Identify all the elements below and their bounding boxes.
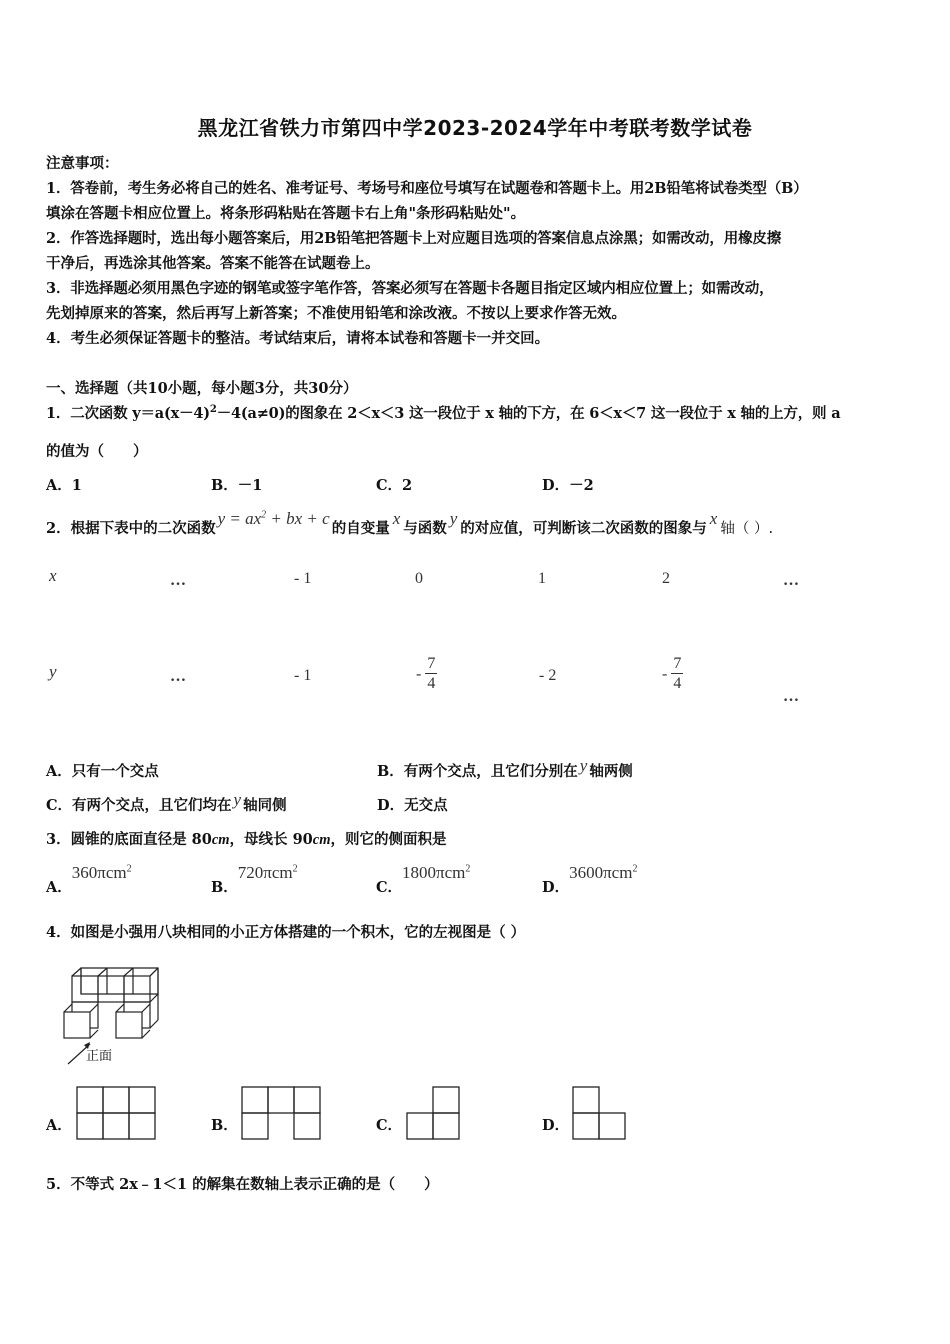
q1-text-a: 1．二次函数 y＝a(x－4) (46, 405, 210, 422)
table-x-cell-2: 0 (415, 570, 423, 587)
table-y-cell-4 (662, 655, 683, 694)
question-4: 4．如图是小强用八块相同的小正方体搭建的一个积木，它的左视图是（ ） (46, 924, 526, 941)
table-x-cell-5: … (783, 572, 799, 589)
question-3 (46, 828, 447, 849)
q3-option-b-sup: 2 (292, 863, 298, 875)
fraction-denominator: 4 (673, 675, 682, 692)
table-y-cell-2 (416, 655, 437, 694)
notice-line-3: 3．非选择题必须用黑色字迹的钢笔或签字笔作答，答案必须写在答题卡各题目指定区域内相应位置上；如需改动， (46, 280, 774, 297)
notice-line-4: 4．考生必须保证答题卡的整洁。考试结束后，请将本试卷和答题卡一并交回。 (46, 330, 550, 347)
table-x-label: x (49, 566, 57, 585)
table-x-cell-3: 1 (538, 570, 546, 587)
notice-line-3b: 先划掉原来的答案，然后再写上新答案；不准使用铅笔和涂改液。不按以上要求作答无效。 (46, 305, 626, 322)
notice-line-2: 2．作答选择题时，选出每小题答案后，用2B铅笔把答题卡上对应题目选项的答案信息点涂黑；如需改动，用橡皮擦 (46, 230, 782, 247)
q3-option-b-value: 720πcm (237, 863, 293, 882)
q1-text-c: 的值为（ ） (46, 443, 148, 460)
q2-var-x: x (392, 509, 401, 528)
fraction-sign: - (416, 665, 422, 683)
table-y-label: y (49, 662, 57, 681)
table-y-cell-1: - 1 (294, 667, 312, 684)
q2-option-b-pre: B．有两个交点，且它们分别在 (377, 763, 578, 780)
q2-option-c-var: y (233, 790, 242, 809)
q3-unit-2: cm (312, 832, 331, 848)
fraction (425, 655, 437, 694)
q3-option-a (46, 862, 132, 896)
q4-option-d-label: D． (542, 1117, 570, 1134)
table-x-cell-1: - 1 (294, 570, 312, 587)
q2-option-d: D．无交点 (377, 797, 448, 814)
q2-var-y: y (449, 509, 458, 528)
section-heading: 一、选择题（共10小题，每小题3分，共30分） (46, 380, 358, 397)
q3-option-c-label: C． (376, 879, 403, 896)
q2-mid3: 的对应值，可判断该二次函数的图象与 (460, 519, 707, 537)
q3-option-a-sup: 2 (126, 863, 132, 875)
q4-option-c-label: C． (376, 1117, 403, 1134)
q2-pre: 2．根据下表中的二次函数 (46, 519, 216, 537)
table-y-cell-3: - 2 (539, 667, 557, 684)
q3-option-c-sup: 2 (465, 863, 471, 875)
q2-formula (218, 509, 330, 529)
q2-option-b-post: 轴两侧 (589, 763, 633, 780)
q2-option-c (46, 790, 287, 815)
q4-option-c-figure (406, 1086, 461, 1140)
q3-option-c (376, 862, 471, 896)
q4-option-b-figure (241, 1086, 322, 1140)
table-y-cell-5: … (783, 688, 799, 705)
q2-option-c-post: 轴同侧 (243, 797, 287, 814)
q1-text-b: －4(a≠0)的图象在 2＜x＜3 这一段位于 x 轴的下方，在 6＜x＜7 这一段位于 x 轴的上方，则 a (216, 405, 841, 422)
q2-formula-main: y = ax (217, 509, 262, 528)
q4-option-a-label: A． (46, 1117, 72, 1134)
fraction-sign: - (662, 665, 668, 683)
q3-text-c: ，则它的侧面积是 (330, 831, 447, 848)
q2-option-b (377, 756, 633, 781)
q3-option-a-label: A． (46, 879, 72, 896)
q3-option-d-value: 3600πcm (569, 863, 633, 882)
q3-option-d (542, 862, 638, 896)
table-x-cell-0: … (170, 572, 186, 589)
q1-option-a: A．1 (46, 477, 82, 494)
q1-sup: 2 (209, 404, 217, 416)
fraction-numerator: 7 (673, 655, 682, 672)
page-title: 黑龙江省铁力市第四中学2023-2024学年中考联考数学试卷 (197, 116, 753, 140)
fraction-numerator: 7 (427, 655, 436, 672)
q2-option-c-pre: C．有两个交点，且它们均在 (46, 797, 232, 814)
notice-line-1b: 填涂在答题卡相应位置上。将条形码粘贴在答题卡右上角"条形码粘贴处"。 (46, 205, 526, 222)
q2-option-b-var: y (579, 756, 588, 775)
q2-option-a: A．只有一个交点 (46, 763, 159, 780)
q3-text-b: ，母线长 90 (229, 831, 313, 848)
q4-option-a-figure (76, 1086, 157, 1140)
q2-formula-tail: + bx + c (266, 509, 330, 528)
question-1 (46, 402, 840, 423)
front-label: 正面 (86, 1049, 113, 1064)
q3-option-b-label: B． (211, 879, 238, 896)
notice-heading: 注意事项： (46, 155, 119, 172)
q2-tail: 轴（ ）. (720, 520, 774, 537)
table-y-cell-0: … (170, 668, 186, 685)
q1-option-d: D．－2 (542, 477, 594, 494)
question-2 (46, 509, 774, 542)
q2-formula-sup: 2 (261, 509, 267, 521)
q3-option-a-value: 360πcm (71, 863, 127, 882)
block-figure (56, 960, 176, 1070)
q2-mid2: 与函数 (403, 519, 447, 537)
question-5: 5．不等式 2x﹣1＜1 的解集在数轴上表示正确的是（ ） (46, 1176, 439, 1193)
q2-var-x2: x (709, 509, 718, 528)
q3-option-c-value: 1800πcm (402, 863, 466, 882)
notice-line-1: 1．答卷前，考生务必将自己的姓名、准考证号、考场号和座位号填写在试题卷和答题卡上。用2B铅笔将试卷类型（B） (46, 180, 808, 197)
q3-option-d-sup: 2 (632, 863, 638, 875)
fraction (671, 655, 683, 694)
q3-unit-1: cm (211, 832, 230, 848)
q3-option-b (211, 862, 298, 896)
q4-option-b-label: B． (211, 1117, 238, 1134)
table-x-cell-4: 2 (662, 570, 670, 587)
q1-option-b: B．－1 (211, 477, 263, 494)
q1-option-c: C．2 (376, 477, 413, 494)
notice-line-2b: 干净后，再选涂其他答案。答案不能答在试题卷上。 (46, 255, 380, 272)
fraction-denominator: 4 (427, 675, 436, 692)
q2-mid1: 的自变量 (331, 519, 390, 537)
q4-option-d-figure (572, 1086, 627, 1140)
q3-text-a: 3．圆锥的底面直径是 80 (46, 831, 212, 848)
q3-option-d-label: D． (542, 879, 570, 896)
